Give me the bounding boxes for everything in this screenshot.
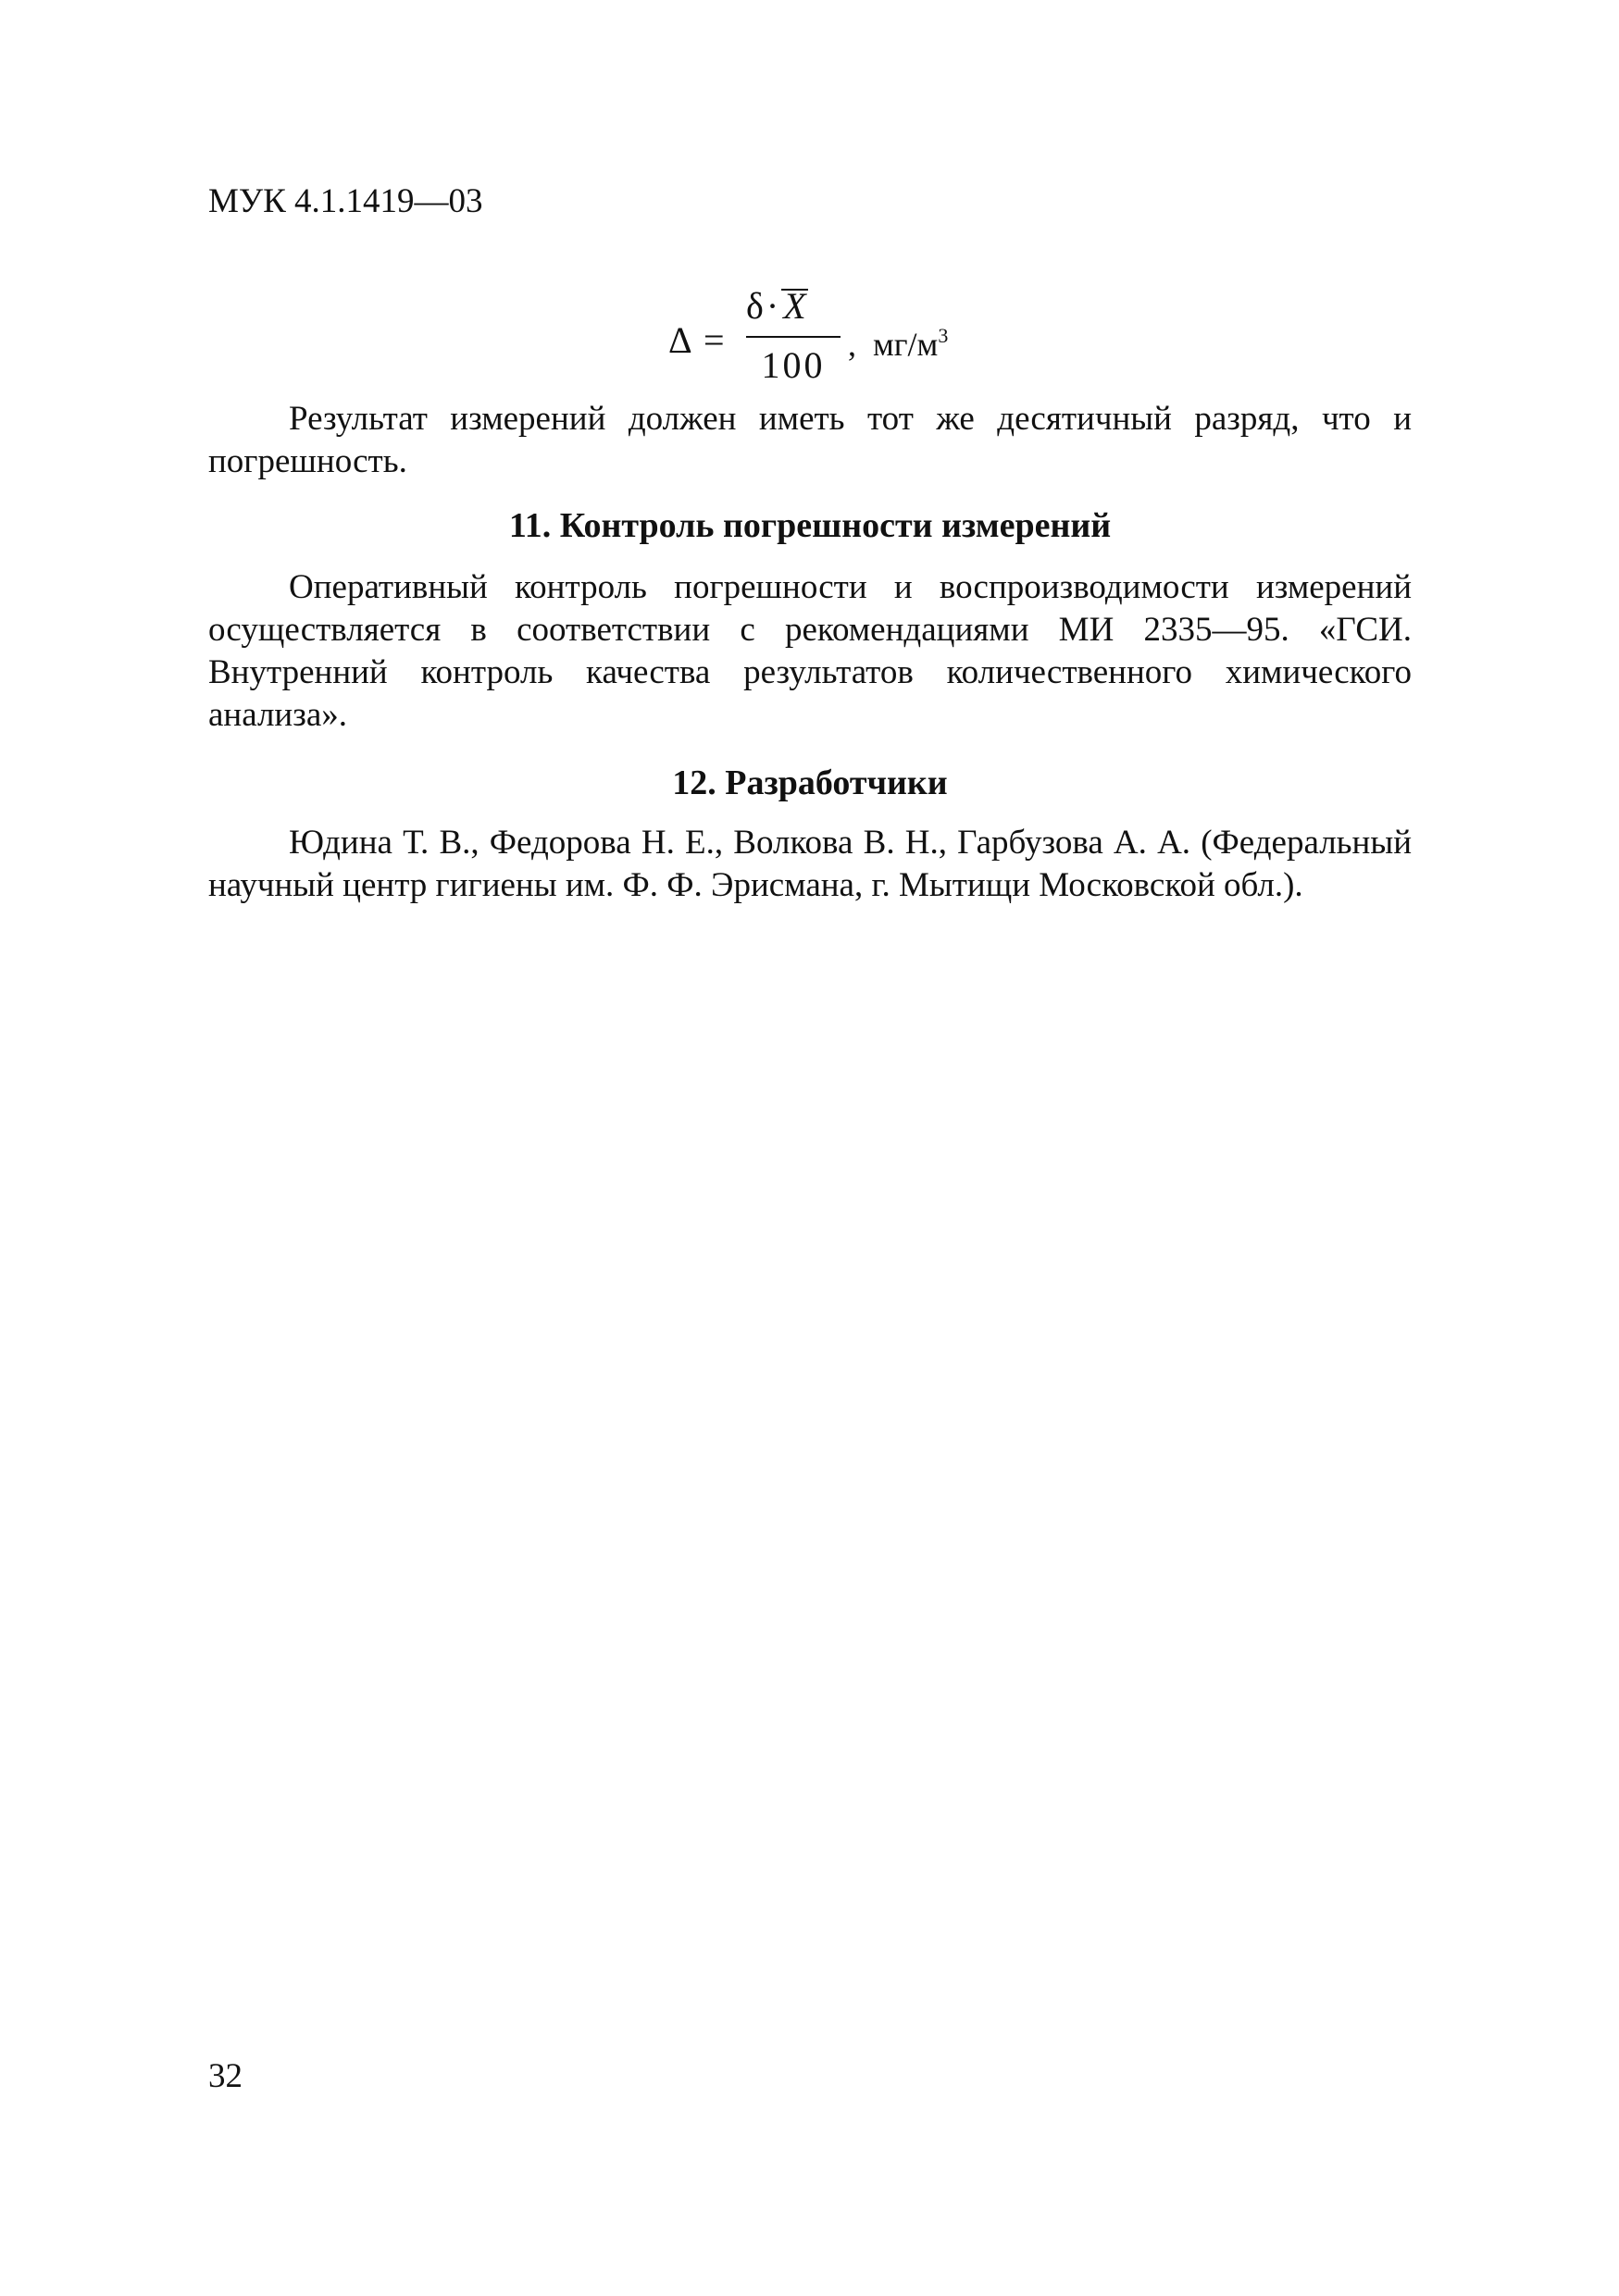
page-number: 32	[208, 2057, 243, 2095]
formula-unit-exponent: 3	[938, 324, 949, 347]
formula-unit-text: мг/м	[873, 326, 939, 363]
formula-numerator	[746, 285, 841, 328]
formula-unit	[848, 324, 948, 365]
result-precision-paragraph: Результат измерений должен иметь тот же десятичный разряд, что и погрешность.	[208, 400, 1412, 480]
formula-multiply-dot: ·	[766, 285, 779, 327]
formula-equals-sign: =	[704, 319, 725, 361]
formula-fraction-bar	[746, 336, 841, 338]
formula-mean-x: X	[783, 285, 806, 327]
formula-numerator-delta: δ	[746, 285, 764, 327]
formula-separator: ,	[848, 326, 856, 363]
section-12-text: Юдина Т. В., Федорова Н. Е., Волкова В. Н., Гарбузова А. А. (Федеральный научный центр гигиены им. Ф. Ф. Эрисмана, г. Мытищи Московской обл.).	[208, 824, 1412, 904]
document-code-header: МУК 4.1.1419—03	[208, 182, 483, 220]
formula-denominator: 100	[761, 344, 826, 386]
error-formula	[666, 278, 1055, 407]
formula-fraction	[746, 278, 841, 398]
formula-delta-symbol: Δ	[668, 319, 692, 361]
section-12-title: 12. Разработчики	[672, 763, 948, 802]
section-11-title: 11. Контроль погрешности измерений	[508, 506, 1112, 545]
section-11-text: Оперативный контроль погрешности и воспроизводимости измерений осуществляется в соответствии с рекомендациями МИ 2335—95. «ГСИ. Внутренний контроль качества результатов количественного химического анализа».	[208, 568, 1412, 734]
